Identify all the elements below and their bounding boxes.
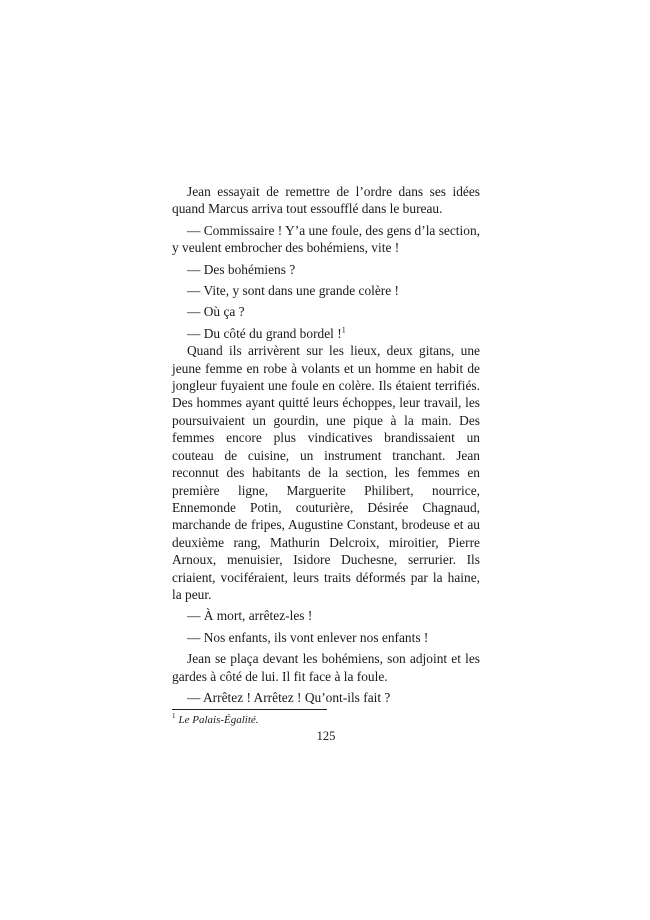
footnote	[172, 714, 259, 727]
dialogue-line-7: — Nos enfants, ils vont enlever nos enfants !	[187, 629, 429, 645]
dialogue-line-8: — Arrêtez ! Arrêtez ! Qu’ont-ils fait ?	[187, 689, 391, 705]
page-number: 125	[316, 729, 336, 743]
dialogue-line-4: — Où ça ?	[187, 304, 245, 320]
dialogue-line-5	[172, 325, 480, 342]
paragraph-1: Jean essayait de remettre de l’ordre dans ses idées quand Marcus arriva tout essoufflé dans le bureau.	[172, 184, 480, 217]
footnote-separator	[172, 709, 327, 710]
paragraph-2: Quand ils arrivèrent sur les lieux, deux gitans, une jeune femme en robe à volants et un homme en habit de jongleur fuyaient une foule en colère. Ils étaient terrifiés. Des hommes ayant quitté leurs échoppes, leur travail, les poursuivaient un gourdin, une pique à la main. Des femmes encore plus vindicatives brandissaient un couteau de cuisine, un instrument tranchant. Jean reconnut des habitants de la section, les femmes en première ligne, Marguerite Philibert, nourrice, Ennemonde Potin, couturière, Désirée Chagnaud, marchande de fripes, Augustine Constant, brodeuse et au deuxième rang, Mathurin Delcroix, miroitier, Pierre Arnoux, menuisier, Isidore Duchesne, serrurier. Ils criaient, vociféraient, leurs traits déformés par la haine, la peur.	[172, 343, 480, 602]
footnote-reference: 1	[341, 325, 346, 335]
page-body	[172, 183, 480, 706]
dialogue-line-5-text: — Du côté du grand bordel !	[187, 325, 342, 341]
dialogue-line-1: — Commissaire ! Y’a une foule, des gens d’la section, y veulent embrocher des bohémiens, vite !	[172, 222, 480, 256]
dialogue-line-6: — À mort, arrêtez-les !	[187, 608, 313, 624]
footnote-number: 1	[172, 712, 176, 721]
paragraph-3: Jean se plaça devant les bohémiens, son adjoint et les gardes à côté de lui. Il fit face à la foule.	[172, 651, 480, 684]
dialogue-line-2: — Des bohémiens ?	[187, 261, 296, 277]
footnote-text: Le Palais-Égalité.	[178, 714, 259, 726]
dialogue-line-3: — Vite, y sont dans une grande colère !	[187, 283, 400, 299]
